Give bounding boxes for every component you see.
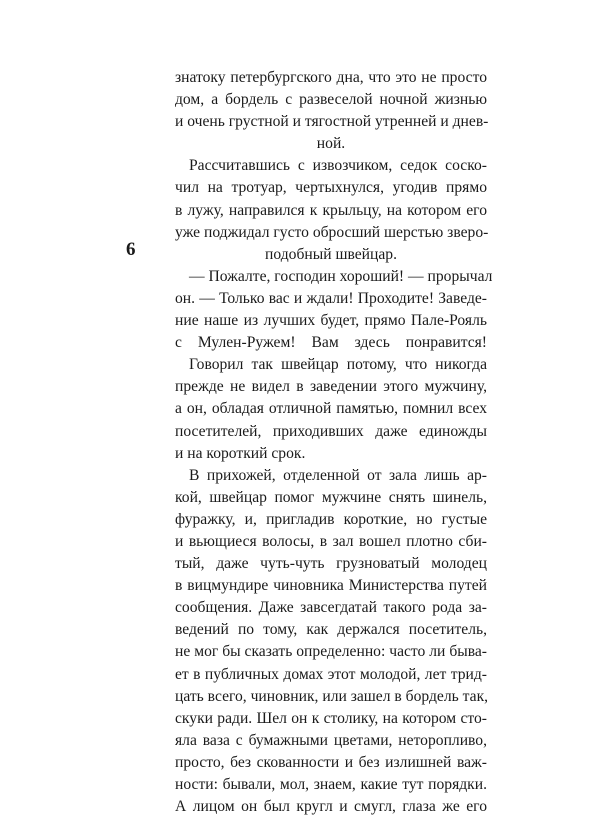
text-line: знатоку петербургского дна, что это не просто (175, 69, 487, 86)
text-line: скуки ради. Шел он к столику, на котором сто- (175, 709, 487, 727)
text-line: В прихожей, отделенной от зала лишь ар- (189, 466, 487, 484)
text-line: ет в публичных домах этот молодой, лет трид- (175, 665, 487, 683)
text-line: Говорил так швейцар потому, что никогда (189, 356, 487, 374)
text-column (175, 67, 493, 818)
text-line: ности: бывали, мол, знаем, какие тут порядки. (175, 776, 487, 793)
text-line: чил на тротуар, чертыхнулся, угодив прямо (175, 179, 487, 197)
text-line: в лужу, направился к крыльцу, на котором его (175, 201, 487, 219)
text-line: дом, а бордель с развеселой ночной жизнью (175, 91, 487, 109)
text-line: уже поджидал густо обросший шерстью зверо- (175, 223, 489, 241)
text-line: ной. (316, 135, 346, 153)
text-line: Рассчитавшись с извозчиком, седок соско- (189, 157, 487, 175)
text-line: подобный швейцар. (265, 245, 397, 263)
text-line: он. — Только вас и ждали! Проходите! Заведе- (175, 289, 487, 307)
page-number: 6 (126, 239, 136, 260)
text-line: в вицмундире чиновника Министерства путей (175, 577, 487, 595)
text-line: А лицом он был кругл и смугл, глаза же его (175, 798, 487, 816)
text-line: ние наше из лучших будет, прямо Пале-Рояль (175, 312, 487, 330)
text-line: кой, швейцар помог мужчине снять шинель, (175, 488, 487, 506)
text-line: и вьющиеся волосы, в зал вошел плотно сби- (175, 532, 487, 550)
text-line: яла ваза с бумажными цветами, неторопливо, (175, 731, 487, 749)
text-line: посетителей, приходивших даже единожды (175, 422, 487, 440)
text-line: прежде не видел в заведении этого мужчину, (175, 378, 487, 396)
text-line: а он, обладая отличной памятью, помнил всех (175, 400, 487, 418)
text-line: цать всего, чиновник, или зашел в бордель так, (175, 687, 489, 705)
text-line: — Пожалте, господин хороший! — прорычал (189, 267, 493, 285)
text-line: и очень грустной и тягостной утренней и днев- (175, 113, 489, 131)
text-line: просто, без скованности и без излишней важ- (175, 753, 487, 771)
text-line: сообщения. Даже завсегдатай такого рода за- (175, 599, 487, 617)
text-line: фуражку, и, пригладив короткие, но густые (175, 510, 487, 528)
text-line: с Мулен-Ружем! Вам здесь понравится! (175, 334, 487, 352)
text-line: ведений по тому, как держался посетитель, (175, 621, 487, 639)
text-line: не мог бы сказать определенно: часто ли быва- (175, 643, 487, 661)
text-line: тый, даже чуть-чуть грузноватый молодец (175, 555, 487, 573)
text-line: и на короткий срок. (175, 444, 306, 462)
